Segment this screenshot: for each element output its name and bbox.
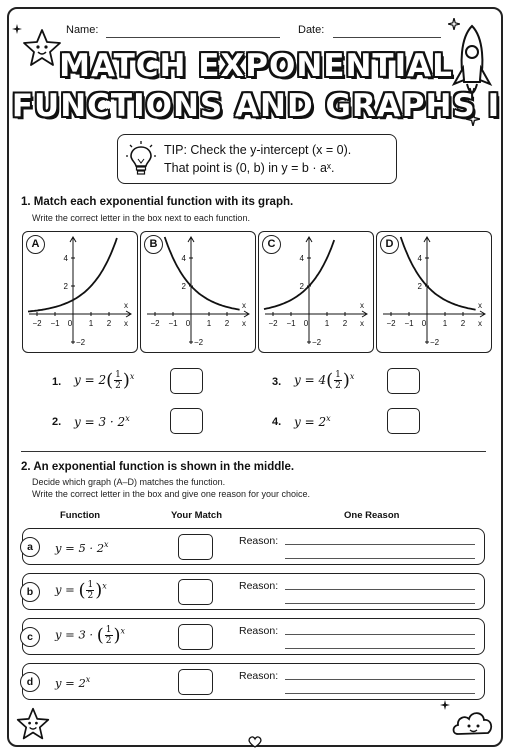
y-tick-label: 4 <box>181 254 186 263</box>
graph-letter: C <box>262 235 281 254</box>
x-tick-label: −2 <box>150 319 160 328</box>
x-axis-label-italic: x <box>360 301 364 310</box>
reason-label: Reason: <box>239 670 279 682</box>
equation-1: y = 2( $\frac{1}{2}$ )$^x$ <box>74 370 135 391</box>
row-function-exp: x <box>102 581 107 591</box>
graph-letter: B <box>144 235 163 254</box>
reason-label: Reason: <box>239 625 279 637</box>
reason-label: Reason: <box>239 535 279 547</box>
row-function: y = ( $\frac{1}{2}$ )$^x$ <box>55 580 107 601</box>
row-frac-num: 1 <box>87 580 94 590</box>
sparkle-icon <box>12 24 22 34</box>
x-tick-label: 1 <box>88 319 94 328</box>
tip-line-1: TIP: Check the y-intercept (x = 0). <box>164 143 352 157</box>
match-box-c[interactable] <box>178 624 213 650</box>
equation-2-number: 2. <box>52 416 62 428</box>
row-letter: d <box>20 672 40 692</box>
y-tick-label: −2 <box>194 338 204 347</box>
answer-box-4[interactable] <box>387 408 420 434</box>
x-tick-label: 1 <box>324 319 330 328</box>
row-function-prefix: y = <box>55 582 79 597</box>
section-1-title: 1. Match each exponential function with its graph. <box>21 196 294 208</box>
section-2-subtitle-2: Write the correct letter in the box and give one reason for your choice. <box>32 489 310 499</box>
x-tick-label: 0 <box>421 319 427 328</box>
lightbulb-icon <box>126 141 156 177</box>
x-tick-label: −1 <box>168 319 178 328</box>
equation-1-frac-num: 1 <box>115 370 121 380</box>
tip-box <box>117 134 397 184</box>
equation-3-frac-num: 1 <box>335 370 341 380</box>
equation-4-text: y = 2 <box>294 415 327 429</box>
row-function-exp: x <box>120 626 126 636</box>
row-letter: a <box>20 537 40 557</box>
equation-1-exp: x <box>129 372 135 381</box>
equation-3-frac-den: 2 <box>335 381 341 391</box>
reason-line[interactable] <box>285 693 475 694</box>
x-tick-label: −1 <box>404 319 414 328</box>
column-header-reason: One Reason <box>344 510 400 521</box>
equation-1-prefix: y = 2 <box>74 373 107 387</box>
star-mascot-icon <box>16 707 50 741</box>
row-function-exp: x <box>104 540 109 549</box>
x-axis-label-italic: x <box>478 301 482 310</box>
reason-line[interactable] <box>285 648 475 649</box>
row-frac-den: 2 <box>105 636 112 646</box>
answer-box-2[interactable] <box>170 408 203 434</box>
reason-line[interactable] <box>285 558 475 559</box>
x-tick-label: −2 <box>386 319 396 328</box>
y-tick-label: 2 <box>299 282 304 291</box>
x-tick-label: 2 <box>224 319 230 328</box>
equation-3-number: 3. <box>272 376 282 388</box>
row-frac-num: 1 <box>105 625 112 635</box>
x-tick-label: 2 <box>106 319 112 328</box>
row-function-exp: x <box>85 675 91 684</box>
graph-D <box>376 231 492 353</box>
exponential-curve <box>165 237 240 310</box>
row-letter: c <box>20 627 40 647</box>
x-tick-label: 2 <box>342 319 348 328</box>
section-2-title: 2. An exponential function is shown in the middle. <box>21 461 295 473</box>
x-axis-label-italic: x <box>124 301 128 310</box>
match-box-a[interactable] <box>178 534 213 560</box>
row-frac-den: 2 <box>87 591 94 601</box>
row-function-text: y = 2 <box>55 675 86 690</box>
match-box-b[interactable] <box>178 579 213 605</box>
x-tick-label: 0 <box>303 319 309 328</box>
equation-1-frac-den: 2 <box>115 381 121 391</box>
y-tick-label: 2 <box>63 282 68 291</box>
reason-line[interactable] <box>285 679 475 680</box>
row-function <box>55 540 109 555</box>
reason-line[interactable] <box>285 634 475 635</box>
y-tick-label: 2 <box>417 282 422 291</box>
reason-line[interactable] <box>285 544 475 545</box>
x-axis-label: x <box>478 319 482 328</box>
reason-line[interactable] <box>285 603 475 604</box>
equation-4 <box>294 414 331 429</box>
function-row-a <box>22 528 485 565</box>
x-axis-label-italic: x <box>242 301 246 310</box>
y-tick-label: 4 <box>299 254 304 263</box>
row-function: y = 3 · ( $\frac{1}{2}$ )$^x$ <box>55 625 126 646</box>
title-line-1: MATCH EXPONENTIAL <box>59 48 453 84</box>
x-tick-label: 2 <box>460 319 466 328</box>
reason-label: Reason: <box>239 580 279 592</box>
equation-4-exp: x <box>326 414 331 423</box>
section-2-subtitle-1: Decide which graph (A–D) matches the function. <box>32 477 226 487</box>
date-field[interactable] <box>333 37 441 38</box>
equation-3: y = 4( $\frac{1}{2}$ )$^x$ <box>294 370 355 391</box>
name-field[interactable] <box>106 37 280 38</box>
x-tick-label: 1 <box>442 319 448 328</box>
reason-line[interactable] <box>285 589 475 590</box>
row-function-prefix: y = 3 · <box>55 627 97 642</box>
column-header-match: Your Match <box>171 510 223 521</box>
answer-box-1[interactable] <box>170 368 203 394</box>
x-tick-label: −1 <box>286 319 296 328</box>
x-tick-label: −2 <box>32 319 42 328</box>
x-tick-label: −1 <box>50 319 60 328</box>
function-row-d <box>22 663 485 700</box>
date-label: Date: <box>298 24 325 36</box>
equation-3-prefix: y = 4 <box>294 373 327 387</box>
section-divider <box>21 451 486 452</box>
function-row-c <box>22 618 485 655</box>
row-function-text: y = 5 · 2 <box>55 540 105 555</box>
graph-B <box>140 231 256 353</box>
equation-2 <box>74 414 130 429</box>
x-tick-label: 1 <box>206 319 212 328</box>
graph-A <box>22 231 138 353</box>
section-1-subtitle: Write the correct letter in the box next to each function. <box>32 213 250 223</box>
name-label: Name: <box>66 24 99 36</box>
y-tick-label: 4 <box>417 254 422 263</box>
equation-4-number: 4. <box>272 416 282 428</box>
graph-letter: D <box>380 235 399 254</box>
x-tick-label: −2 <box>268 319 278 328</box>
cloud-mascot-icon <box>450 706 496 740</box>
equation-2-exp: x <box>125 414 130 423</box>
x-axis-label: x <box>360 319 364 328</box>
match-box-d[interactable] <box>178 669 213 695</box>
heart-icon <box>248 736 262 748</box>
x-axis-label: x <box>242 319 246 328</box>
function-row-b <box>22 573 485 610</box>
y-tick-label: −2 <box>430 338 440 347</box>
equation-1-number: 1. <box>52 376 62 388</box>
column-header-function: Function <box>60 510 101 521</box>
exponential-curve <box>401 237 476 310</box>
y-tick-label: −2 <box>76 338 86 347</box>
sparkle-icon <box>440 700 450 710</box>
row-function <box>55 675 90 690</box>
row-letter: b <box>20 582 40 602</box>
sparkle-icon <box>448 18 460 30</box>
x-tick-label: 0 <box>185 319 191 328</box>
graph-C <box>258 231 374 353</box>
tip-line-2: That point is (0, b) in y = b · aˣ. <box>164 161 335 175</box>
y-tick-label: 4 <box>63 254 68 263</box>
graph-letter: A <box>26 235 45 254</box>
equation-2-text: y = 3 · 2 <box>74 415 126 429</box>
title-line-2: FUNCTIONS AND GRAPHS I <box>11 88 501 124</box>
y-tick-label: 2 <box>181 282 186 291</box>
x-axis-label: x <box>124 319 128 328</box>
x-tick-label: 0 <box>67 319 73 328</box>
answer-box-3[interactable] <box>387 368 420 394</box>
equation-3-exp: x <box>349 372 355 381</box>
y-tick-label: −2 <box>312 338 322 347</box>
